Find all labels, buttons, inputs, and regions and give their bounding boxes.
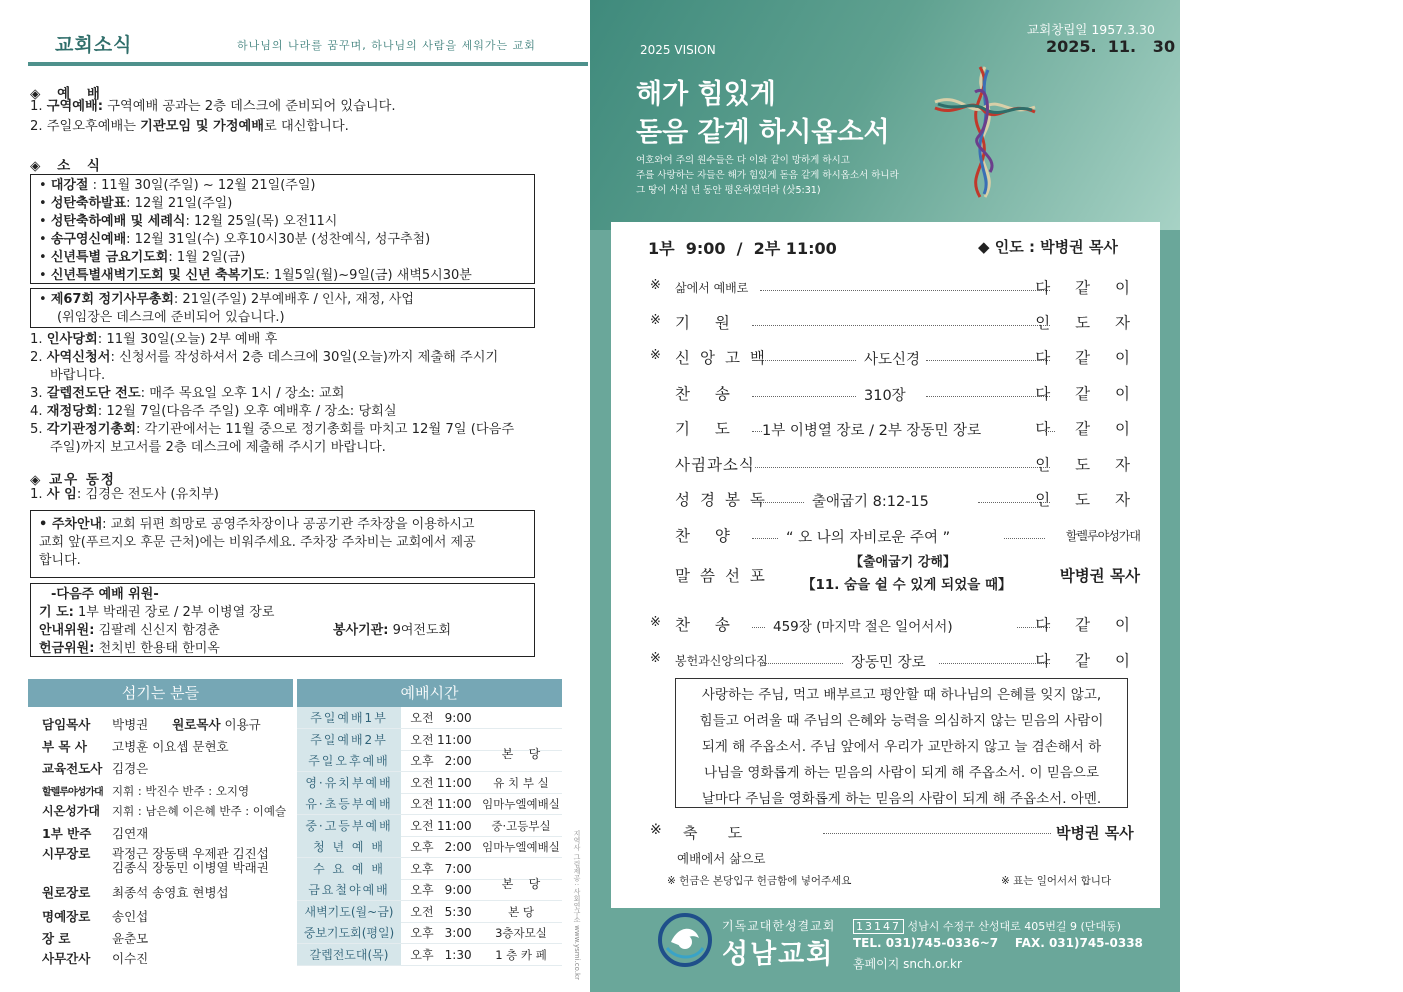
prayer-box: 사랑하는 주님, 먹고 배부르고 평안할 때 하나님의 은혜를 잊지 않고, 힘들고 어려울 때 주님의 은혜와 능력을 의심하지 않는 믿음의 사람이 되게 해 주옵소서. 주님 앞에서 우리가 교만하지 않고 늘 겸손해서 하 나님을 영화롭게 하는 믿음의 사람이 되게 해 주옵소서. 이 믿음으로 날마다 주님을 영화롭게 하는 믿음의 사람이 되게 해 주옵소서. 아멘. <box>675 678 1128 808</box>
credit-note: 지역사 그림제공 : 사회연구소 www.ysmi.co.kr <box>573 830 581 980</box>
order-who: 인 도 자 <box>1035 456 1140 474</box>
times-row-name: 주일예배2부 <box>297 729 401 750</box>
parking-box: • 주차안내: 교회 뒤편 희망로 공영주차장이나 공공기관 주차장을 이용하시고 교회 앞(푸르지오 후문 근처)에는 비워주세요. 주차장 주차비는 교회에서 제공 합니다. <box>30 510 535 578</box>
staff-row: 원로장로 최종석 송영효 현병섭 <box>42 885 229 900</box>
news-list: 1. 인사당회: 11월 30일(오늘) 2부 예배 후 2. 사역신청서: 신청서를 작성하셔서 2층 데스크에 30일(오늘)까지 제출해 주시기 바랍니다. 3. 갈렙전도단 전도: 매주 목요일 오후 1시 / 장소: 교회 4. 재정당회: 12월 7일(다음주 주일) 오후 예배후 / 장소: 당회실 5. 각기관정기총회: 각기관에서는 11월 중으로 정기총회를 마치고 12월 7일 (다음주 주일)까지 보고서를 2층 데스크에 제출해 주시기 바랍니다. <box>30 331 550 457</box>
news-item: • 신년특별 금요기도회: 1월 2일(금) <box>39 250 246 265</box>
times-row-name: 청 년 예 배 <box>297 836 401 857</box>
times-row-place: 임마누엘예배실 <box>482 840 560 854</box>
times-row-place: 1 층 카 페 <box>495 947 547 962</box>
times-panel <box>297 679 562 965</box>
staff-heading: 섬기는 분들 <box>28 679 293 707</box>
news-box-2: • 제67회 정기사무총회: 21일(주일) 2부예배후 / 인사, 재정, 사업 (위임장은 데스크에 준비되어 있습니다.) <box>30 288 535 328</box>
times-row-name: 유·초등부예배 <box>297 793 401 814</box>
news-item: • 신년특별새벽기도회 및 신년 축복기도: 1월5일(월)~9일(금) 새벽5시30분 <box>39 268 472 283</box>
bless-sub: 예배에서 삶으로 <box>677 851 766 866</box>
bless-mark: ※ <box>650 822 662 838</box>
news-item: • 송구영신예배: 12월 31일(수) 오후10시30분 (성찬예식, 성구추첨) <box>39 232 431 247</box>
staff-row: 명예장로 송인섭 <box>42 909 149 924</box>
times-row-time: 오전 11:00 <box>410 818 472 833</box>
times-row-place: 유 치 부 실 <box>493 775 549 790</box>
bless-item: 축 도 <box>683 824 747 842</box>
order-who: 다 같 이 <box>1035 652 1140 670</box>
theme-line-1: 해가 힘있게 <box>636 79 776 110</box>
church-motto: 하나님의 나라를 꿈꾸며, 하나님의 사람을 세워가는 교회 <box>237 39 536 52</box>
staff-row: 장 로 윤춘모 <box>42 931 149 946</box>
times-row-name: 영·유치부예배 <box>297 772 401 793</box>
church-homepage: 홈페이지 snch.or.kr <box>853 957 962 971</box>
order-detail: 310장 <box>864 388 906 404</box>
times-row-time: 오후 3:00 <box>410 926 472 940</box>
order-mark: ※ <box>650 348 661 363</box>
order-item: 삶에서 예배로 <box>675 281 749 295</box>
order-item: 신앙고백 <box>675 349 775 367</box>
times-row <box>297 836 562 858</box>
staff-row: 부 목 사 고병훈 이요셉 문현호 <box>42 739 229 754</box>
order-item: 찬 송 <box>675 385 740 403</box>
order-who: 다 같 이 <box>1035 385 1140 403</box>
news-list-item: 2. 사역신청서: 신청서를 작성하셔서 2층 데스크에 30일(오늘)까지 제출해 주시기 <box>30 350 499 365</box>
header-divider <box>28 62 588 66</box>
bulletin-date: 2025. 11. 30 <box>1046 37 1176 56</box>
theme-line-2: 돋음 같게 하시옵소서 <box>636 117 890 148</box>
news-item: • 대강절 : 11월 30일(주일) ~ 12월 21일(주일) <box>39 178 316 193</box>
times-row-time: 오전 11:00 <box>410 775 472 790</box>
times-row-place: 본 당 <box>508 904 534 919</box>
main-sanctuary-label: 본 당 <box>501 747 541 761</box>
church-name: 성남교회 <box>722 939 835 970</box>
vision-label: 2025 VISION <box>640 43 716 57</box>
times-row-place: 중·고등부실 <box>491 818 551 833</box>
news-item: • 성탄축하예배 및 세례식: 12월 25일(목) 오전11시 <box>39 214 338 229</box>
times-row-time: 오전 9:00 <box>410 711 472 725</box>
order-detail: 사도신경 <box>864 352 921 368</box>
times-heading: 예배시간 <box>297 679 562 707</box>
times-row-time: 오후 1:30 <box>410 947 472 962</box>
sermon-series: 【출애굽기 강해】 <box>850 555 956 570</box>
order-detail: 출애굽기 8:12-15 <box>812 494 929 510</box>
times-row-name: 금요철야예배 <box>297 879 401 900</box>
order-who: 박병권 목사 <box>1059 567 1140 585</box>
times-row-time: 오후 2:00 <box>410 840 472 854</box>
worship-heading: ◈ 예 배 <box>30 86 106 102</box>
worship-order <box>640 270 1140 675</box>
times-row-name: 중·고등부예배 <box>297 815 401 836</box>
theme-verse: 여호와여 주의 원수들은 다 이와 같이 망하게 하시고 주를 사랑하는 자들은 해가 힘있게 돋음 같게 하시옵소서 하니라 그 땅이 사십 년 동안 평온하였더라 (삿5:31) <box>636 155 899 196</box>
times-row-time: 오전 11:00 <box>410 797 472 811</box>
times-row-name: 새벽기도(월~금) <box>297 901 401 922</box>
order-mark: ※ <box>650 651 661 666</box>
standing-note: ※ 표는 일어서서 합니다 <box>1001 875 1112 887</box>
leader: ◆ 인도 : 박병권 목사 <box>978 238 1118 256</box>
times-row-time: 오후 2:00 <box>410 754 472 768</box>
church-logo <box>657 912 713 968</box>
denomination: 기독교대한성결교회 <box>722 919 836 933</box>
order-who: 다 같 이 <box>1035 279 1140 297</box>
times-row-name: 수 요 예 배 <box>297 858 401 879</box>
order-who: 다 같 이 <box>1035 616 1140 634</box>
news-list-item: 1. 인사당회: 11월 30일(오늘) 2부 예배 후 <box>30 332 278 347</box>
times-row-place: 3층자모실 <box>495 926 547 940</box>
staff-row: 할렐루야성가대 지휘 : 박진수 반주 : 오지영 <box>42 784 250 798</box>
order-item: 기 도 <box>675 420 740 438</box>
next-week-box: -다음주 예배 위원- 기 도: 1부 박래권 장로 / 2부 이병열 장로 안내위원: 김팔례 신신지 함경춘 봉사기관: 9여전도회 헌금위원: 천치빈 한용태 한미옥 <box>30 583 535 657</box>
order-who: 다 같 이 <box>1035 420 1140 438</box>
bless-who: 박병권 목사 <box>1056 824 1134 842</box>
times-row-place: 임마누엘예배실 <box>482 797 560 811</box>
times-row-time: 오후 7:00 <box>410 861 472 876</box>
order-detail: 장동민 장로 <box>851 655 926 671</box>
order-mark: ※ <box>650 313 661 328</box>
staff-row: 시무장로 곽정근 장동택 우제관 김진섭 <box>42 846 269 861</box>
news-list-item: 4. 재정당회: 12월 7일(다음주 주일) 오후 예배후 / 장소: 당회실 <box>30 404 397 419</box>
order-mark: ※ <box>650 278 661 293</box>
times-row-time: 오후 9:00 <box>410 883 472 897</box>
times-row-time: 오전 11:00 <box>410 732 472 747</box>
worship-line-1: 1. 구역예배: 구역예배 공과는 2층 데스크에 준비되어 있습니다. <box>30 99 396 114</box>
staff-list: 담임목사 박병권 원로목사 이용규 부 목 사 고병훈 이요셉 문현호 교육전도사 김경은 할렐루야성가대 지휘 : 박진수 반주 : 오지영 시온성가대 지휘 : 남은혜 이은혜 반주 : 이예슬 1부 반주 김연재 시무장로 곽정근 장동택 우제관 김진섭 김종식 장동민 이병열 박래권 원로장로 최종석 송영효 현병섭 명예장로 송인섭 장 로 윤춘모 사무간사 이수진 <box>42 716 292 967</box>
times-row <box>297 922 562 944</box>
order-detail: “ 오 나의 자비로운 주여 ” <box>786 530 951 546</box>
staff-row: 담임목사 박병권 원로목사 이용규 <box>42 717 261 732</box>
news-box-1 <box>30 174 535 284</box>
order-item: 말씀선포 <box>675 567 775 585</box>
staff-row: 1부 반주 김연재 <box>42 826 149 841</box>
news-item: • 성탄축하발표: 12월 21일(주일) <box>39 196 233 211</box>
church-phone: TEL. 031)745-0336~7 FAX. 031)745-0338 <box>853 936 1143 950</box>
main-sanctuary-label-2: 본 당 <box>501 877 541 891</box>
church-address: 13147 성남시 수정구 산성대로 405번길 9 (단대동) <box>853 918 1121 934</box>
staff-panel <box>28 679 293 707</box>
order-who: 할렐루야성가대 <box>1065 529 1140 543</box>
cross-logo <box>930 62 1040 202</box>
news-list-item: 5. 각기관정기총회: 각기관에서는 11월 중으로 정기총회를 마치고 12월 7일 (다음주 <box>30 422 515 437</box>
times-row <box>297 793 562 815</box>
news-heading: ◈ 소 식 <box>30 158 106 174</box>
order-item: 성경봉독 <box>675 491 775 509</box>
times-row-name: 갈렙전도대(목) <box>297 944 401 965</box>
order-mark: ※ <box>650 615 661 630</box>
times-row <box>297 901 562 923</box>
order-item: 사귐과소식 <box>675 456 755 474</box>
news-list-item: 3. 갈렙전도단 전도: 매주 목요일 오후 1시 / 장소: 교회 <box>30 386 345 401</box>
order-item: 기 원 <box>675 314 740 332</box>
order-who: 다 같 이 <box>1035 349 1140 367</box>
order-item: 찬 양 <box>675 527 740 545</box>
worship-line-2: 2. 주일오후예배는 기관모임 및 가정예배로 대신합니다. <box>30 119 349 134</box>
staff-row: 사무간사 이수진 <box>42 951 149 966</box>
times-row <box>297 815 562 837</box>
founded-date: 교회창립일 1957.3.30 <box>1027 22 1155 37</box>
sermon-title: 【11. 숨을 쉴 수 있게 되었을 때】 <box>802 577 1012 593</box>
times-row-name: 주일예배1부 <box>297 707 401 728</box>
page-title: 교회소식 <box>55 34 133 56</box>
times-row <box>297 707 562 729</box>
times-table <box>297 707 562 965</box>
order-item: 찬 송 <box>675 616 740 634</box>
order-detail: 1부 이병열 장로 / 2부 장동민 장로 <box>762 423 982 439</box>
members-heading: ◈ 교우 동정 <box>30 472 116 488</box>
order-who: 인 도 자 <box>1035 314 1140 332</box>
order-item: 봉헌과신앙의다짐 <box>675 654 768 668</box>
times-row-name: 주일오후예배 <box>297 750 401 771</box>
times-row <box>297 944 562 966</box>
times-row-time: 오전 5:30 <box>410 904 472 919</box>
times-row <box>297 772 562 794</box>
times-row-name: 중보기도회(평일) <box>297 922 401 943</box>
offering-note: ※ 헌금은 본당입구 헌금함에 넣어주세요 <box>667 875 852 887</box>
staff-row: 교육전도사 김경은 <box>42 761 149 776</box>
service-times: 1부 9:00 / 2부 11:00 <box>648 239 837 258</box>
members-line: 1. 사 임: 김경은 전도사 (유치부) <box>30 487 219 502</box>
order-detail: 459장 (마지막 절은 일어서서) <box>773 619 953 635</box>
staff-row: 시온성가대 지휘 : 남은혜 이은혜 반주 : 이예슬 <box>42 804 287 818</box>
order-who: 인 도 자 <box>1035 491 1140 509</box>
